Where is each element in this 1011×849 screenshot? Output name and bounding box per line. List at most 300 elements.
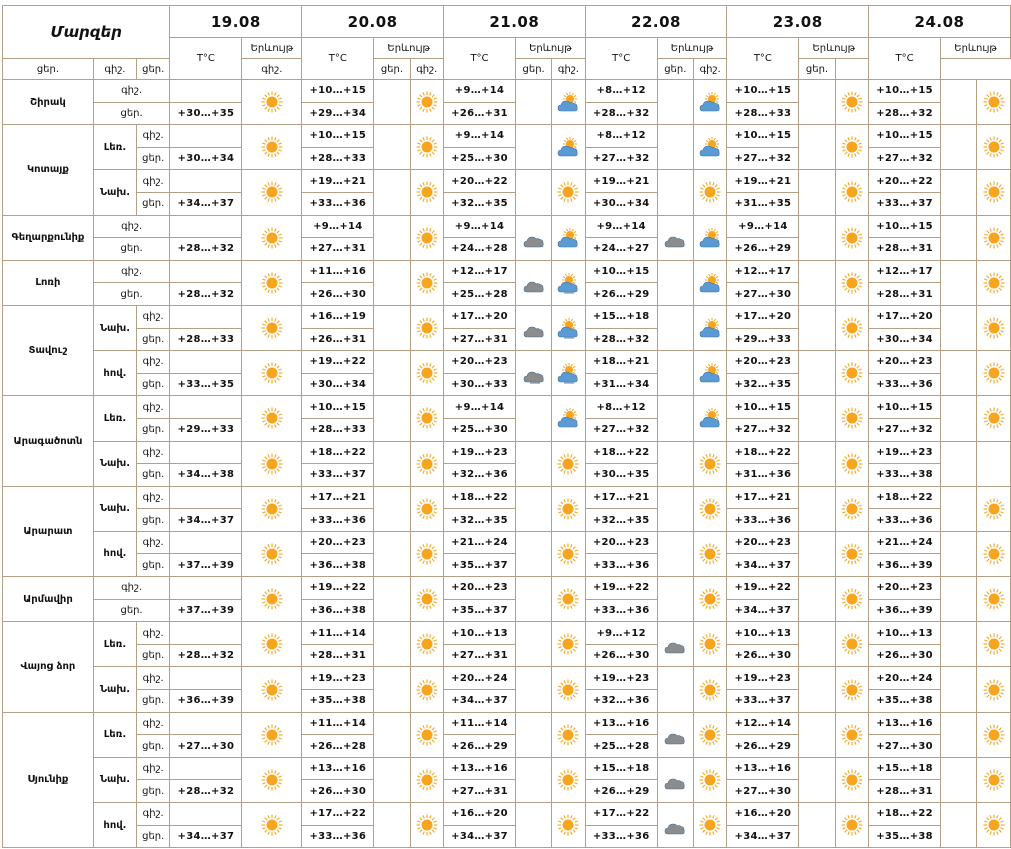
temperature-header: T°C	[869, 38, 941, 80]
night-label: գիշ.	[137, 531, 170, 554]
temperature-cell: +20…+24	[443, 667, 515, 690]
temperature-cell: +18…+21	[585, 351, 657, 374]
subregion-label: Նախ.	[93, 757, 136, 802]
temperature-cell: +9…+14	[443, 396, 515, 419]
temperature-cell: +28…+33	[302, 147, 374, 170]
temperature-cell: +31…+35	[727, 192, 799, 215]
sun-icon	[242, 441, 302, 486]
temperature-cell	[170, 712, 242, 735]
moon-icon	[374, 305, 410, 350]
temperature-cell: +15…+18	[585, 305, 657, 328]
temperature-cell: +30…+34	[585, 192, 657, 215]
temperature-cell: +10…+15	[302, 80, 374, 103]
region-row	[3, 305, 1011, 328]
phenomenon-header: Երևույթ	[516, 38, 586, 59]
moon-icon	[516, 667, 552, 712]
temperature-cell: +15…+18	[869, 757, 941, 780]
sun-icon	[242, 712, 302, 757]
temperature-cell: +27…+32	[727, 147, 799, 170]
regions-header: Մարզեր	[3, 6, 170, 59]
temperature-cell: +10…+13	[443, 622, 515, 645]
temperature-cell: +10…+15	[869, 215, 941, 238]
moon-icon	[374, 351, 410, 396]
day-label: ցեր.	[137, 509, 170, 532]
temperature-cell: +36…+39	[869, 554, 941, 577]
temperature-cell: +19…+22	[302, 577, 374, 600]
sun-icon	[977, 351, 1011, 396]
temperature-cell: +18…+22	[585, 441, 657, 464]
partly-cloudy-sun-icon	[693, 125, 726, 170]
moon-icon	[657, 577, 693, 622]
partly-cloudy-moon-icon	[657, 215, 693, 260]
sun-icon	[410, 531, 443, 576]
subregion-label: Նախ.	[93, 305, 136, 350]
temperature-cell: +20…+23	[302, 531, 374, 554]
temperature-cell	[170, 757, 242, 780]
moon-icon	[799, 712, 835, 757]
temperature-cell: +26…+30	[302, 780, 374, 803]
temperature-cell: +10…+15	[869, 125, 941, 148]
temperature-cell: +26…+29	[727, 735, 799, 758]
region-name: Սյունիք	[3, 712, 94, 848]
temperature-cell: +33…+35	[170, 373, 242, 396]
night-label: գիշ.	[137, 396, 170, 419]
moon-icon	[977, 441, 1011, 486]
night-label: գիշ.	[137, 170, 170, 193]
sun-icon	[242, 396, 302, 441]
date-header: 20.08	[302, 6, 444, 38]
temperature-cell: +9…+14	[585, 215, 657, 238]
sun-icon	[410, 351, 443, 396]
subregion-label: հով.	[93, 531, 136, 576]
temperature-cell: +30…+35	[170, 102, 242, 125]
temperature-cell: +26…+31	[443, 102, 515, 125]
temperature-cell: +10…+13	[727, 622, 799, 645]
region-name: Շիրակ	[3, 80, 94, 125]
sun-icon	[242, 577, 302, 622]
temperature-cell: +21…+24	[443, 531, 515, 554]
temperature-cell: +19…+23	[727, 667, 799, 690]
temperature-cell: +37…+39	[170, 599, 242, 622]
sun-icon	[410, 260, 443, 305]
temperature-cell: +28…+32	[170, 644, 242, 667]
temperature-cell: +28…+31	[869, 238, 941, 261]
temperature-cell: +27…+30	[170, 735, 242, 758]
temperature-cell: +36…+39	[170, 690, 242, 713]
moon-icon	[516, 170, 552, 215]
temperature-cell: +28…+32	[170, 780, 242, 803]
temperature-cell: +29…+33	[170, 418, 242, 441]
temperature-cell: +9…+12	[585, 622, 657, 645]
moon-icon	[941, 577, 977, 622]
temperature-cell: +28…+32	[585, 102, 657, 125]
moon-icon	[941, 441, 977, 486]
moon-icon	[516, 577, 552, 622]
temperature-cell	[170, 351, 242, 374]
temperature-cell: +37…+39	[170, 554, 242, 577]
moon-icon	[799, 486, 835, 531]
region-name: Արարատ	[3, 486, 94, 576]
temperature-cell: +25…+30	[443, 418, 515, 441]
temperature-cell: +8…+12	[585, 80, 657, 103]
temperature-cell: +28…+33	[170, 328, 242, 351]
temperature-cell: +35…+38	[869, 825, 941, 848]
region-row	[3, 667, 1011, 690]
partly-cloudy-moon-icon	[516, 215, 552, 260]
temperature-cell: +34…+37	[727, 554, 799, 577]
moon-icon	[941, 712, 977, 757]
temperature-cell: +35…+38	[869, 690, 941, 713]
temperature-cell: +33…+37	[302, 464, 374, 487]
temperature-cell: +28…+32	[585, 328, 657, 351]
temperature-cell: +32…+35	[443, 192, 515, 215]
night-label: գիշ.	[137, 486, 170, 509]
temperature-cell: +26…+30	[585, 644, 657, 667]
temperature-cell: +9…+14	[443, 215, 515, 238]
sun-icon	[835, 712, 868, 757]
temperature-cell: +24…+27	[585, 238, 657, 261]
region-name: Վայոց ձոր	[3, 622, 94, 712]
partly-cloudy-moon-icon	[516, 260, 552, 305]
temperature-cell: +28…+31	[869, 283, 941, 306]
night-label: գիշ.	[93, 215, 170, 238]
temperature-cell: +34…+37	[443, 690, 515, 713]
temperature-cell: +13…+16	[869, 712, 941, 735]
temperature-cell: +19…+22	[585, 577, 657, 600]
temperature-cell: +28…+31	[869, 780, 941, 803]
sun-icon	[242, 170, 302, 215]
temperature-cell: +27…+32	[869, 418, 941, 441]
temperature-cell: +19…+23	[302, 667, 374, 690]
temperature-cell: +34…+37	[727, 599, 799, 622]
moon-icon	[799, 396, 835, 441]
subregion-label: Լեռ.	[93, 622, 136, 667]
region-row	[3, 170, 1011, 193]
forecast-table	[2, 5, 1011, 848]
temperature-cell	[170, 803, 242, 826]
moon-icon	[941, 80, 977, 125]
cloud-moon-wind-icon	[516, 351, 552, 396]
night-header: գիշ.	[552, 59, 585, 80]
sun-icon	[835, 531, 868, 576]
temperature-cell: +20…+23	[443, 577, 515, 600]
temperature-cell: +33…+36	[302, 825, 374, 848]
temperature-cell: +34…+37	[170, 509, 242, 532]
moon-icon	[374, 757, 410, 802]
temperature-cell: +20…+23	[585, 531, 657, 554]
temperature-cell	[170, 215, 242, 238]
sun-icon	[835, 305, 868, 350]
moon-icon	[657, 80, 693, 125]
moon-icon	[799, 622, 835, 667]
moon-icon	[657, 125, 693, 170]
temperature-cell: +30…+33	[443, 373, 515, 396]
day-label: ցեր.	[137, 644, 170, 667]
moon-icon	[374, 215, 410, 260]
temperature-cell: +28…+32	[170, 238, 242, 261]
temperature-cell: +17…+20	[727, 305, 799, 328]
sun-icon	[977, 803, 1011, 848]
temperature-cell: +30…+34	[302, 373, 374, 396]
temperature-cell: +33…+36	[727, 509, 799, 532]
partly-cloudy-sun-icon	[552, 215, 585, 260]
date-header: 21.08	[443, 6, 585, 38]
moon-icon	[941, 215, 977, 260]
sun-icon	[552, 757, 585, 802]
temperature-cell: +19…+21	[302, 170, 374, 193]
sun-icon	[410, 396, 443, 441]
moon-icon	[516, 712, 552, 757]
moon-icon	[657, 531, 693, 576]
temperature-cell	[170, 667, 242, 690]
temperature-cell: +13…+16	[302, 757, 374, 780]
sun-icon	[693, 577, 726, 622]
sun-icon	[552, 577, 585, 622]
sun-icon	[835, 757, 868, 802]
sun-icon	[693, 712, 726, 757]
moon-icon	[516, 486, 552, 531]
sun-icon	[242, 667, 302, 712]
partly-cloudy-moon-icon	[657, 757, 693, 802]
sun-icon	[693, 486, 726, 531]
subregion-label: Նախ.	[93, 170, 136, 215]
temperature-cell: +36…+38	[302, 554, 374, 577]
temperature-cell: +35…+37	[443, 554, 515, 577]
temperature-cell: +26…+29	[727, 238, 799, 261]
sun-icon	[693, 757, 726, 802]
temperature-cell: +27…+32	[727, 418, 799, 441]
moon-icon	[941, 667, 977, 712]
date-header: 23.08	[727, 6, 869, 38]
temperature-cell: +34…+37	[727, 825, 799, 848]
sun-icon	[835, 803, 868, 848]
temperature-cell: +18…+22	[302, 441, 374, 464]
temperature-cell: +17…+22	[302, 803, 374, 826]
temperature-cell: +17…+20	[443, 305, 515, 328]
moon-icon	[657, 260, 693, 305]
region-row	[3, 441, 1011, 464]
temperature-cell	[170, 577, 242, 600]
sun-icon	[835, 441, 868, 486]
region-name: Տավուշ	[3, 305, 94, 395]
sun-icon	[242, 486, 302, 531]
day-header: ցեր.	[657, 59, 693, 80]
partly-cloudy-sun-icon	[552, 396, 585, 441]
temperature-cell: +13…+16	[585, 712, 657, 735]
temperature-cell: +8…+12	[585, 125, 657, 148]
partly-cloudy-sun-icon	[693, 305, 726, 350]
sun-icon	[835, 215, 868, 260]
partly-cloudy-sun-icon	[693, 351, 726, 396]
sun-icon	[552, 441, 585, 486]
temperature-cell	[170, 396, 242, 419]
temperature-cell	[170, 260, 242, 283]
moon-icon	[516, 757, 552, 802]
moon-icon	[799, 531, 835, 576]
sun-icon	[835, 622, 868, 667]
temperature-cell: +16…+20	[727, 803, 799, 826]
sun-icon	[977, 125, 1011, 170]
region-row	[3, 712, 1011, 735]
moon-icon	[374, 712, 410, 757]
sun-icon	[835, 260, 868, 305]
moon-icon	[657, 396, 693, 441]
temperature-cell: +32…+35	[727, 373, 799, 396]
moon-icon	[516, 396, 552, 441]
moon-icon	[657, 305, 693, 350]
temperature-cell: +33…+36	[585, 825, 657, 848]
temperature-cell: +33…+36	[869, 373, 941, 396]
cloud-sun-wind-icon	[552, 305, 585, 350]
temperature-header: T°C	[727, 38, 799, 80]
day-label: ցեր.	[137, 192, 170, 215]
temperature-cell: +34…+37	[170, 192, 242, 215]
moon-icon	[799, 215, 835, 260]
temperature-cell: +17…+20	[869, 305, 941, 328]
temperature-cell: +33…+36	[585, 599, 657, 622]
region-row	[3, 531, 1011, 554]
partly-cloudy-sun-icon	[693, 215, 726, 260]
temperature-cell: +33…+37	[727, 690, 799, 713]
temperature-cell: +19…+22	[302, 351, 374, 374]
partly-cloudy-sun-icon	[693, 396, 726, 441]
temperature-cell: +13…+16	[443, 757, 515, 780]
moon-icon	[941, 260, 977, 305]
temperature-cell	[170, 441, 242, 464]
sun-icon	[835, 351, 868, 396]
temperature-cell: +28…+33	[727, 102, 799, 125]
partly-cloudy-sun-icon	[552, 80, 585, 125]
day-label: ցեր.	[137, 690, 170, 713]
sun-icon	[977, 667, 1011, 712]
sun-icon	[552, 170, 585, 215]
day-label: ցեր.	[93, 102, 170, 125]
region-row	[3, 351, 1011, 374]
temperature-cell: +10…+15	[727, 125, 799, 148]
temperature-cell: +19…+21	[585, 170, 657, 193]
temperature-cell: +10…+15	[585, 260, 657, 283]
temperature-cell: +32…+36	[443, 464, 515, 487]
sun-icon	[977, 531, 1011, 576]
day-header: ցեր.	[3, 59, 94, 80]
night-label: գիշ.	[137, 622, 170, 645]
moon-icon	[374, 803, 410, 848]
sun-icon	[835, 396, 868, 441]
sun-icon	[977, 396, 1011, 441]
temperature-cell: +36…+39	[869, 599, 941, 622]
temperature-cell: +20…+23	[443, 351, 515, 374]
moon-icon	[374, 441, 410, 486]
night-label: գիշ.	[137, 757, 170, 780]
sun-icon	[977, 215, 1011, 260]
cloud-sun-wind-icon	[552, 260, 585, 305]
moon-icon	[799, 351, 835, 396]
day-label: ցեր.	[137, 825, 170, 848]
temperature-cell: +10…+13	[869, 622, 941, 645]
moon-icon	[941, 351, 977, 396]
temperature-cell: +12…+17	[869, 260, 941, 283]
temperature-cell: +33…+38	[869, 464, 941, 487]
sun-icon	[242, 622, 302, 667]
day-label: ցեր.	[137, 464, 170, 487]
temperature-cell: +11…+16	[302, 260, 374, 283]
temperature-cell: +20…+22	[443, 170, 515, 193]
night-header: գիշ.	[410, 59, 443, 80]
day-label: ցեր.	[137, 554, 170, 577]
temperature-cell: +18…+22	[869, 803, 941, 826]
region-row	[3, 80, 1011, 103]
sun-icon	[552, 667, 585, 712]
temperature-cell: +18…+22	[443, 486, 515, 509]
temperature-cell: +9…+14	[443, 80, 515, 103]
night-label: գիշ.	[137, 803, 170, 826]
temperature-cell: +35…+37	[443, 599, 515, 622]
sun-icon	[242, 351, 302, 396]
moon-icon	[941, 125, 977, 170]
moon-icon	[516, 125, 552, 170]
sun-icon	[693, 441, 726, 486]
temperature-cell	[170, 170, 242, 193]
temperature-cell: +12…+17	[727, 260, 799, 283]
temperature-cell	[170, 305, 242, 328]
temperature-cell: +32…+36	[585, 690, 657, 713]
temperature-cell: +34…+37	[443, 825, 515, 848]
temperature-cell: +34…+37	[170, 825, 242, 848]
temperature-cell: +26…+28	[302, 735, 374, 758]
temperature-cell: +10…+15	[302, 396, 374, 419]
day-label: ցեր.	[93, 283, 170, 306]
moon-icon	[657, 351, 693, 396]
day-header: ցեր.	[516, 59, 552, 80]
moon-icon	[374, 125, 410, 170]
temperature-cell: +11…+14	[443, 712, 515, 735]
temperature-cell: +26…+30	[869, 644, 941, 667]
temperature-cell	[170, 125, 242, 148]
temperature-cell: +21…+24	[869, 531, 941, 554]
temperature-cell: +25…+30	[443, 147, 515, 170]
temperature-cell: +10…+15	[727, 396, 799, 419]
sun-icon	[410, 577, 443, 622]
temperature-cell: +26…+31	[302, 328, 374, 351]
sun-icon	[835, 577, 868, 622]
region-row	[3, 622, 1011, 645]
subregion-label: Նախ.	[93, 486, 136, 531]
temperature-cell: +33…+36	[869, 509, 941, 532]
sun-icon	[977, 577, 1011, 622]
sun-icon	[410, 80, 443, 125]
temperature-cell: +27…+30	[727, 780, 799, 803]
temperature-cell: +26…+29	[443, 735, 515, 758]
sun-icon	[693, 667, 726, 712]
temperature-header: T°C	[302, 38, 374, 80]
subregion-label: հով.	[93, 351, 136, 396]
temperature-cell: +15…+18	[585, 757, 657, 780]
temperature-cell: +11…+14	[302, 622, 374, 645]
temperature-cell: +27…+32	[585, 418, 657, 441]
temperature-cell: +33…+36	[585, 554, 657, 577]
moon-icon	[941, 803, 977, 848]
sun-icon	[242, 531, 302, 576]
partly-cloudy-moon-icon	[516, 305, 552, 350]
temperature-cell: +33…+37	[869, 192, 941, 215]
temperature-cell: +29…+34	[302, 102, 374, 125]
night-header: գիշ.	[693, 59, 726, 80]
moon-icon	[374, 531, 410, 576]
partly-cloudy-moon-icon	[657, 712, 693, 757]
subregion-label: Նախ.	[93, 441, 136, 486]
temperature-cell: +26…+30	[302, 283, 374, 306]
moon-icon	[516, 80, 552, 125]
